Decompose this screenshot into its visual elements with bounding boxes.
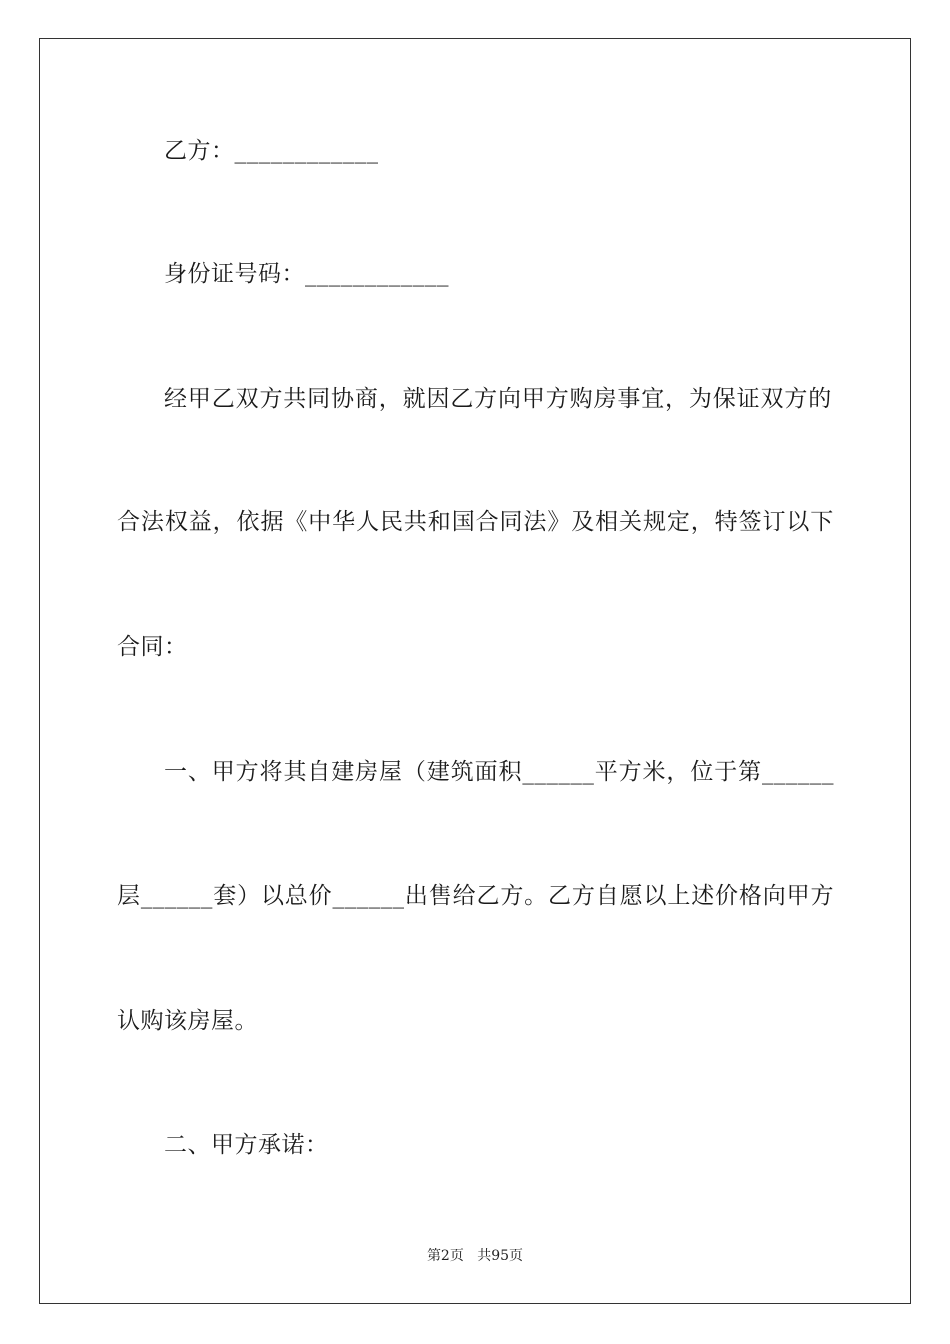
char: 益 xyxy=(188,509,213,535)
char: 据 xyxy=(260,509,284,535)
clause-one-line-2 xyxy=(117,881,834,911)
char: 依 xyxy=(236,509,261,535)
char: 一 xyxy=(164,759,188,785)
char: 上 xyxy=(667,883,691,909)
char: 购 xyxy=(569,386,594,412)
char: 同 xyxy=(307,386,331,412)
char: 协 xyxy=(331,386,355,412)
char: 乙 xyxy=(476,883,500,909)
char: 法 xyxy=(523,509,547,535)
char: 。 xyxy=(524,883,548,909)
char: 甲 xyxy=(521,386,546,412)
char: 平 xyxy=(594,759,619,785)
char: 方 xyxy=(618,759,643,785)
char: 签 xyxy=(738,509,763,535)
blank-field: ______ xyxy=(522,759,595,785)
char: 第 xyxy=(738,759,762,785)
char: 述 xyxy=(691,883,715,909)
blank-field: ______ xyxy=(332,883,405,909)
char: 出 xyxy=(404,883,429,909)
char: 总 xyxy=(284,883,309,909)
total-pages: 共95页 xyxy=(477,1248,524,1264)
char: 价 xyxy=(308,883,333,909)
char: 向 xyxy=(762,883,787,909)
char: 方 xyxy=(810,883,834,909)
clause-one-line-1 xyxy=(164,757,834,787)
char: 民 xyxy=(379,509,404,535)
char: 售 xyxy=(428,883,453,909)
char: 屋 xyxy=(379,759,403,785)
char: 乙 xyxy=(211,386,236,412)
char: 因 xyxy=(426,386,450,412)
char: 方 xyxy=(545,386,570,412)
char: 方 xyxy=(500,883,524,909)
char: 就 xyxy=(402,386,427,412)
paragraph-intro-line-2 xyxy=(117,507,834,537)
char: 合 xyxy=(475,509,500,535)
party-b-line: 乙方：____________ xyxy=(164,138,379,164)
char: 关 xyxy=(619,509,643,535)
char: 证 xyxy=(736,386,761,412)
page-number: 第2页 xyxy=(426,1248,464,1264)
page-footer xyxy=(0,1246,950,1266)
char: 甲 xyxy=(786,883,811,909)
char: ， xyxy=(212,509,237,535)
char: 共 xyxy=(283,386,307,412)
char: 国 xyxy=(451,509,476,535)
char: 及 xyxy=(571,509,595,535)
char: 事 xyxy=(617,386,641,412)
char: 特 xyxy=(714,509,739,535)
char: 商 xyxy=(354,386,379,412)
char: 层 xyxy=(117,883,141,909)
id-number-line: 身份证号码：____________ xyxy=(164,261,449,287)
paragraph-intro-line-1 xyxy=(164,384,832,414)
char: 给 xyxy=(452,883,477,909)
char: 乙 xyxy=(548,883,572,909)
char: 价 xyxy=(715,883,739,909)
char: （ xyxy=(402,759,427,785)
char: 和 xyxy=(427,509,452,535)
char: 以 xyxy=(786,509,810,535)
char: 筑 xyxy=(450,759,475,785)
char: 下 xyxy=(810,509,834,535)
char: 方 xyxy=(235,759,260,785)
char: 、 xyxy=(187,759,212,785)
char: 方 xyxy=(474,386,498,412)
char: 面 xyxy=(474,759,499,785)
char: 保 xyxy=(712,386,737,412)
char: 积 xyxy=(498,759,522,785)
char: 位 xyxy=(690,759,714,785)
char: 方 xyxy=(784,386,808,412)
char: 权 xyxy=(164,509,189,535)
char: ， xyxy=(378,386,403,412)
char: 房 xyxy=(355,759,379,785)
char: 向 xyxy=(498,386,522,412)
page-border xyxy=(39,38,911,1304)
char: 方 xyxy=(571,883,596,909)
char: 相 xyxy=(595,509,619,535)
char: 房 xyxy=(593,386,617,412)
clause-two-heading: 二、甲方承诺： xyxy=(164,1132,329,1158)
char: 米 xyxy=(642,759,667,785)
char: 格 xyxy=(738,883,763,909)
char: ， xyxy=(690,509,715,535)
char: 乙 xyxy=(450,386,474,412)
char: 将 xyxy=(259,759,284,785)
char: 华 xyxy=(332,509,356,535)
char: 共 xyxy=(403,509,428,535)
char: ， xyxy=(666,759,690,785)
blank-field: ______ xyxy=(761,759,834,785)
char: ） xyxy=(237,883,261,909)
char: 规 xyxy=(642,509,667,535)
char: 人 xyxy=(356,509,380,535)
char: 宜 xyxy=(641,386,665,412)
char: 方 xyxy=(259,386,283,412)
char: 自 xyxy=(595,883,620,909)
char: 套 xyxy=(213,883,237,909)
char: 建 xyxy=(426,759,451,785)
char: 愿 xyxy=(619,883,644,909)
char: 》 xyxy=(547,509,571,535)
char: 双 xyxy=(235,386,260,412)
char: 甲 xyxy=(187,386,212,412)
char: 以 xyxy=(260,883,285,909)
char: 定 xyxy=(666,509,691,535)
char: 经 xyxy=(164,386,188,412)
paragraph-intro-line-3: 合同： xyxy=(117,634,188,660)
char: 中 xyxy=(308,509,332,535)
blank-field: ______ xyxy=(140,883,213,909)
char: 建 xyxy=(331,759,355,785)
char: 自 xyxy=(307,759,331,785)
char: 其 xyxy=(283,759,307,785)
char: 于 xyxy=(714,759,738,785)
char: 为 xyxy=(688,386,713,412)
char: 以 xyxy=(643,883,667,909)
clause-one-line-3: 认购该房屋。 xyxy=(117,1008,258,1034)
char: ， xyxy=(665,386,689,412)
char: 订 xyxy=(762,509,786,535)
char: 同 xyxy=(499,509,523,535)
char: 的 xyxy=(808,386,832,412)
char: 甲 xyxy=(211,759,236,785)
char: 《 xyxy=(284,509,308,535)
char: 法 xyxy=(140,509,165,535)
char: 合 xyxy=(117,509,141,535)
char: 双 xyxy=(760,386,784,412)
